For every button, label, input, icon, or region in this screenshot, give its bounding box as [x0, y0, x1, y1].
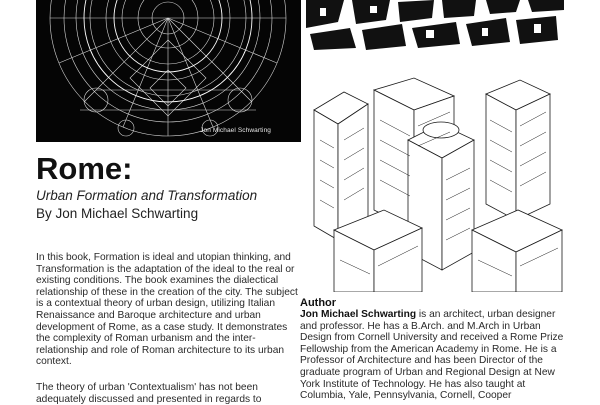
axonometric-building-drawing	[304, 70, 566, 292]
author-bio-text: is an architect, urban designer and professor. He has a B.Arch. and M.Arch in Urban Design from Cornell University and received a Rome Prize Fellowship from the American Academy in Rome. He is a Professor of Architecture and has been Director of the graduate program of Urban and Regional Design at New York Institute of Technology. He has also taught at Columbia, Yale, Pennsylvania, Cornell, Cooper	[300, 309, 564, 402]
book-cover-image	[36, 0, 301, 142]
radial-plan-drawing	[36, 0, 301, 142]
author-name: Jon Michael Schwarting	[300, 309, 417, 320]
description-paragraph-2: The theory of urban 'Contextualism' has not been adequately discussed and presented in regards to	[36, 382, 262, 405]
book-title: Rome:	[36, 151, 133, 186]
description-paragraph-1: In this book, Formation is ideal and utopian thinking, and Transformation is the adaptation of the ideal to the real or existing conditions. The book examines the dialectical relationship of these in the creation of the city. The subject is a contextual theory of urban design, utilizing Italian Renaissance and Baroque architecture and urban development of Rome, as a case study. It demonstrates the complexity of Roman urbanism and the inter-relationship and role of Roman architecture to its urban context.	[36, 252, 298, 368]
cover-author-name: Jon Michael Schwarting	[200, 127, 271, 134]
author-heading: Author	[300, 297, 337, 309]
author-bio	[300, 309, 568, 402]
figure-ground-map	[306, 0, 564, 50]
book-subtitle: Urban Formation and Transformation	[36, 188, 258, 203]
book-byline: By Jon Michael Schwarting	[36, 206, 199, 221]
